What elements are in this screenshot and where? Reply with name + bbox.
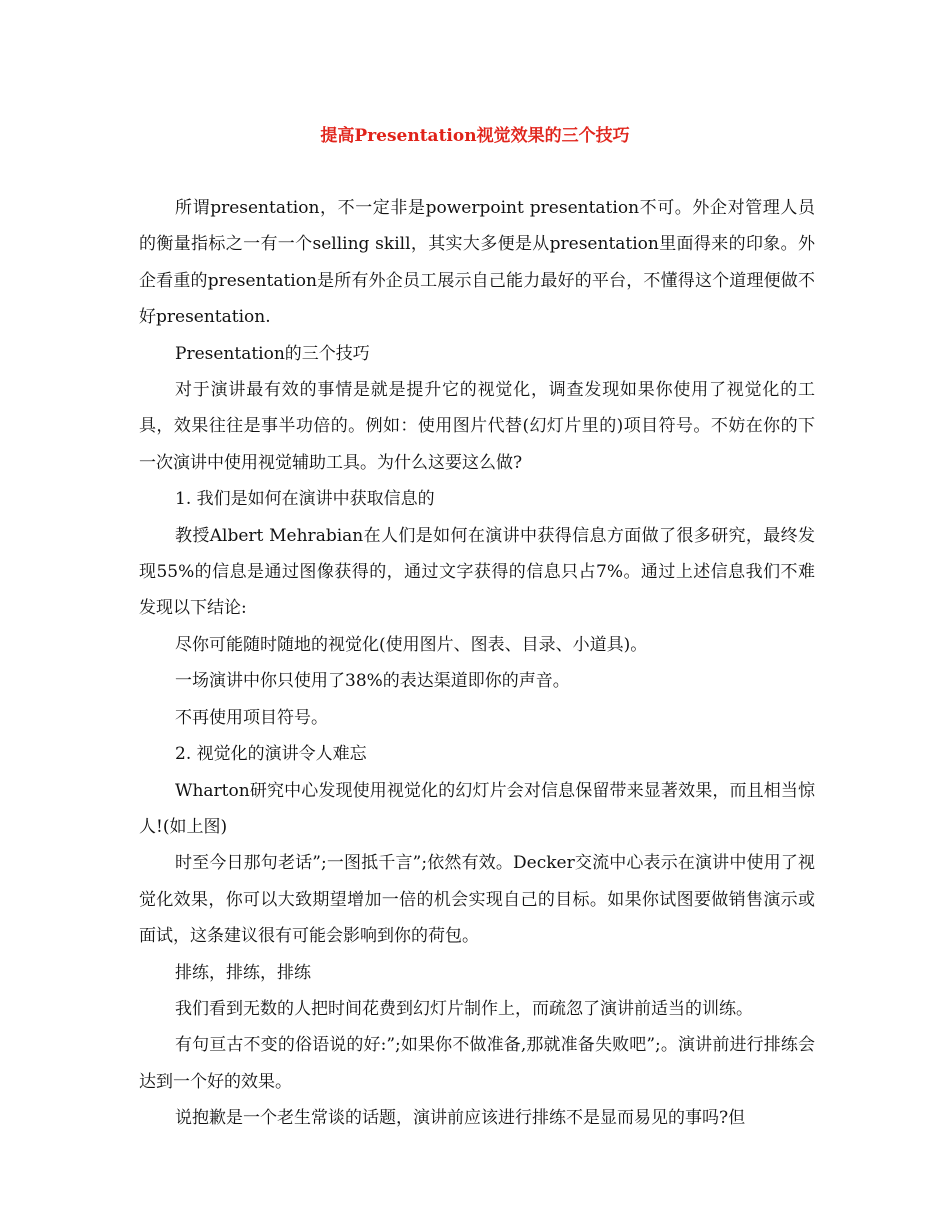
paragraph: Wharton研究中心发现使用视觉化的幻灯片会对信息保留带来显著效果，而且相当惊人!(如上图) xyxy=(139,780,815,837)
section-heading: 2. 视觉化的演讲令人难忘 xyxy=(175,744,367,765)
paragraph: 说抱歉是一个老生常谈的话题，演讲前应该进行排练不是显而易见的事吗?但 xyxy=(175,1108,746,1129)
paragraph: 不再使用项目符号。 xyxy=(175,707,328,728)
paragraph: 有句亘古不变的俗语说的好:”;如果你不做准备,那就准备失败吧”;。演讲前进行排练会达到一个好的效果。 xyxy=(139,1035,815,1092)
paragraph: 教授Albert Mehrabian在人们是如何在演讲中获得信息方面做了很多研究，最终发现55%的信息是通过图像获得的，通过文字获得的信息只占7%。通过上述信息我们不难发现以下结论: xyxy=(139,525,815,619)
paragraph: 一场演讲中你只使用了38%的表达渠道即你的声音。 xyxy=(175,671,570,692)
document-body xyxy=(139,190,815,1137)
paragraph: 时至今日那句老话”;一图抵千言”;依然有效。Decker交流中心表示在演讲中使用了视觉化效果，你可以大致期望增加一倍的机会实现自己的目标。如果你试图要做销售演示或面试，这条建议很有可能会影响到你的荷包。 xyxy=(139,853,815,947)
paragraph: 所谓presentation，不一定非是powerpoint presentation不可。外企对管理人员的衡量指标之一有一个selling skill，其实大多便是从presentation里面得来的印象。外企看重的presentation是所有外企员工展示自己能力最好的平台，不懂得这个道理便做不好presentation. xyxy=(139,198,815,328)
paragraph: 我们看到无数的人把时间花费到幻灯片制作上，而疏忽了演讲前适当的训练。 xyxy=(175,998,753,1019)
paragraph: 尽你可能随时随地的视觉化(使用图片、图表、目录、小道具)。 xyxy=(175,634,648,655)
paragraph: 对于演讲最有效的事情是就是提升它的视觉化，调查发现如果你使用了视觉化的工具，效果往往是事半功倍的。例如：使用图片代替(幻灯片里的)项目符号。不妨在你的下一次演讲中使用视觉辅助工具。为什么这要这么做? xyxy=(139,380,815,473)
section-heading: 1. 我们是如何在演讲中获取信息的 xyxy=(175,489,435,510)
section-heading: Presentation的三个技巧 xyxy=(175,343,370,364)
document-title: 提高Presentation视觉效果的三个技巧 xyxy=(320,126,630,146)
section-heading: 排练，排练，排练 xyxy=(175,962,311,983)
